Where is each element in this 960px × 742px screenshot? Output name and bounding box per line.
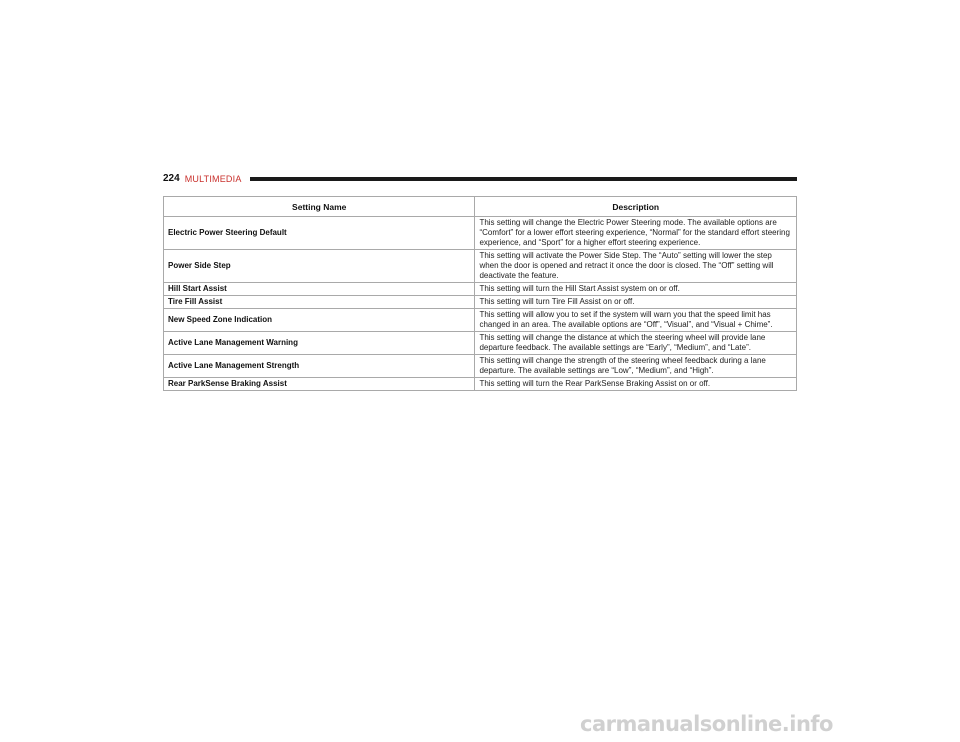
setting-description-cell: This setting will turn the Hill Start Assist system on or off. [475, 283, 797, 296]
table-row [164, 309, 797, 332]
setting-name-cell: Active Lane Management Warning [164, 332, 475, 355]
header-rule [250, 177, 797, 181]
setting-name-cell: Tire Fill Assist [164, 296, 475, 309]
table-row [164, 283, 797, 296]
section-title: MULTIMEDIA [184, 174, 242, 184]
table-row [164, 378, 797, 391]
setting-name-cell: Active Lane Management Strength [164, 355, 475, 378]
setting-description-cell: This setting will allow you to set if the system will warn you that the speed limit has changed in an area. The available options are “Off”, “Visual”, and “Visual + Chime”. [475, 309, 797, 332]
setting-description-cell: This setting will change the distance at which the steering wheel will provide lane departure feedback. The available settings are “Early”, “Medium”, and “Late”. [475, 332, 797, 355]
column-header-setting-name: Setting Name [164, 197, 475, 217]
setting-description-cell: This setting will turn Tire Fill Assist on or off. [475, 296, 797, 309]
setting-name-cell: Hill Start Assist [164, 283, 475, 296]
table-row [164, 332, 797, 355]
setting-name-cell: Power Side Step [164, 250, 475, 283]
table-row [164, 296, 797, 309]
settings-table [163, 196, 797, 391]
setting-name-cell: New Speed Zone Indication [164, 309, 475, 332]
setting-name-cell: Electric Power Steering Default [164, 217, 475, 250]
page-number: 224 [163, 173, 180, 184]
table-row [164, 250, 797, 283]
table-row [164, 217, 797, 250]
setting-description-cell: This setting will turn the Rear ParkSense Braking Assist on or off. [475, 378, 797, 391]
page-header [163, 172, 797, 186]
setting-description-cell: This setting will change the Electric Power Steering mode. The available options are “Comfort” for a lower effort steering experience, “Normal” for the standard effort steering experience, and “Sport” for a higher effort steering experience. [475, 217, 797, 250]
setting-description-cell: This setting will change the strength of the steering wheel feedback during a lane departure. The available settings are “Low”, “Medium”, and “High”. [475, 355, 797, 378]
table-row [164, 355, 797, 378]
setting-description-cell: This setting will activate the Power Side Step. The “Auto” setting will lower the step when the door is opened and retract it once the door is closed. The “Off” setting will deactivate the feature. [475, 250, 797, 283]
column-header-description: Description [475, 197, 797, 217]
table-header-row [164, 197, 797, 217]
watermark: carmanualsonline.info [580, 712, 833, 736]
setting-name-cell: Rear ParkSense Braking Assist [164, 378, 475, 391]
